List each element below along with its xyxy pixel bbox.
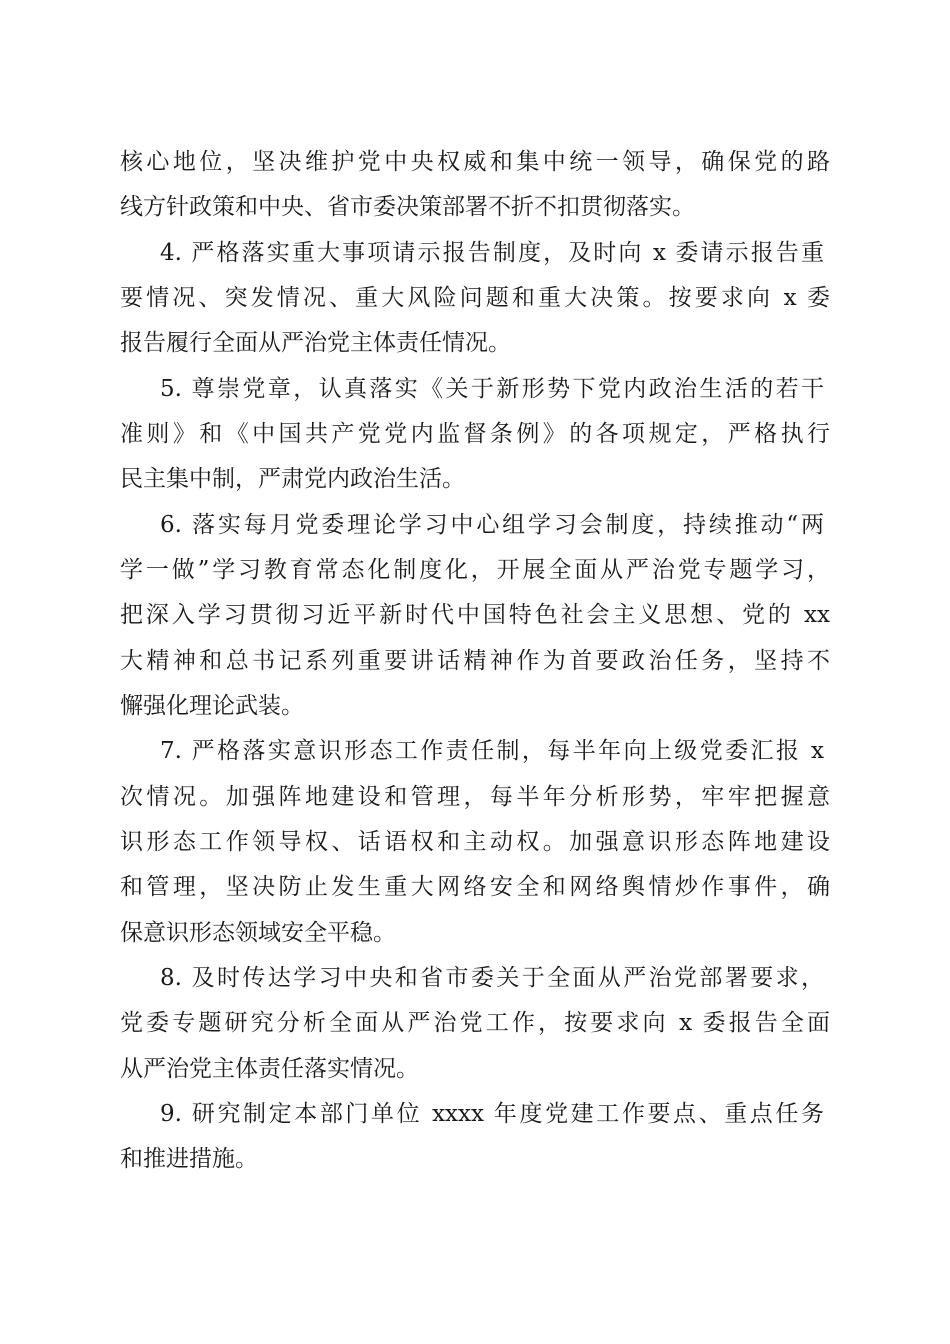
- text-line: 9. 研究制定本部门单位 xxxx 年度党建工作要点、重点任务: [160, 1101, 824, 1127]
- text-line: 保意识形态领域安全平稳。: [120, 920, 396, 946]
- text-line: 和推进措施。: [120, 1146, 258, 1172]
- text-line: 5. 尊崇党章，认真落实《关于新形势下党内政治生活的若干: [160, 376, 824, 402]
- text-line: 民主集中制，严肃党内政治生活。: [120, 466, 465, 492]
- text-line: 次情况。加强阵地建设和管理，每半年分析形势，牢牢把握意: [120, 784, 830, 810]
- text-line: 学一做”学习教育常态化制度化，开展全面从严治党专题学习，: [120, 557, 830, 583]
- text-line: 懈强化理论武装。: [120, 693, 304, 719]
- text-line: 准则》和《中国共产党党内监督条例》的各项规定，严格执行: [120, 421, 830, 447]
- text-line: 8. 及时传达学习中央和省市委关于全面从严治党部署要求，: [160, 965, 824, 991]
- text-line: 6. 落实每月党委理论学习中心组学习会制度，持续推动“两: [160, 512, 824, 538]
- text-line: 7. 严格落实意识形态工作责任制，每半年向上级党委汇报 x: [160, 738, 824, 764]
- text-line: 从严治党主体责任落实情况。: [120, 1056, 419, 1082]
- text-line: 党委专题研究分析全面从严治党工作，按要求向 x 委报告全面: [120, 1010, 830, 1036]
- text-line: 要情况、突发情况、重大风险问题和重大决策。按要求向 x 委: [120, 285, 830, 311]
- text-line: 报告履行全面从严治党主体责任情况。: [120, 330, 511, 356]
- text-line: 核心地位，坚决维护党中央权威和集中统一领导，确保党的路: [120, 149, 830, 175]
- text-line: 线方针政策和中央、省市委决策部署不折不扣贯彻落实。: [120, 194, 695, 220]
- text-line: 4. 严格落实重大事项请示报告制度，及时向 x 委请示报告重: [160, 240, 824, 266]
- text-line: 大精神和总书记系列重要讲话精神作为首要政治任务，坚持不: [120, 648, 830, 674]
- text-line: 把深入学习贯彻习近平新时代中国特色社会主义思想、党的 xx: [120, 602, 830, 628]
- text-line: 和管理，坚决防止发生重大网络安全和网络舆情炒作事件，确: [120, 874, 830, 900]
- text-line: 识形态工作领导权、话语权和主动权。加强意识形态阵地建设: [120, 829, 830, 855]
